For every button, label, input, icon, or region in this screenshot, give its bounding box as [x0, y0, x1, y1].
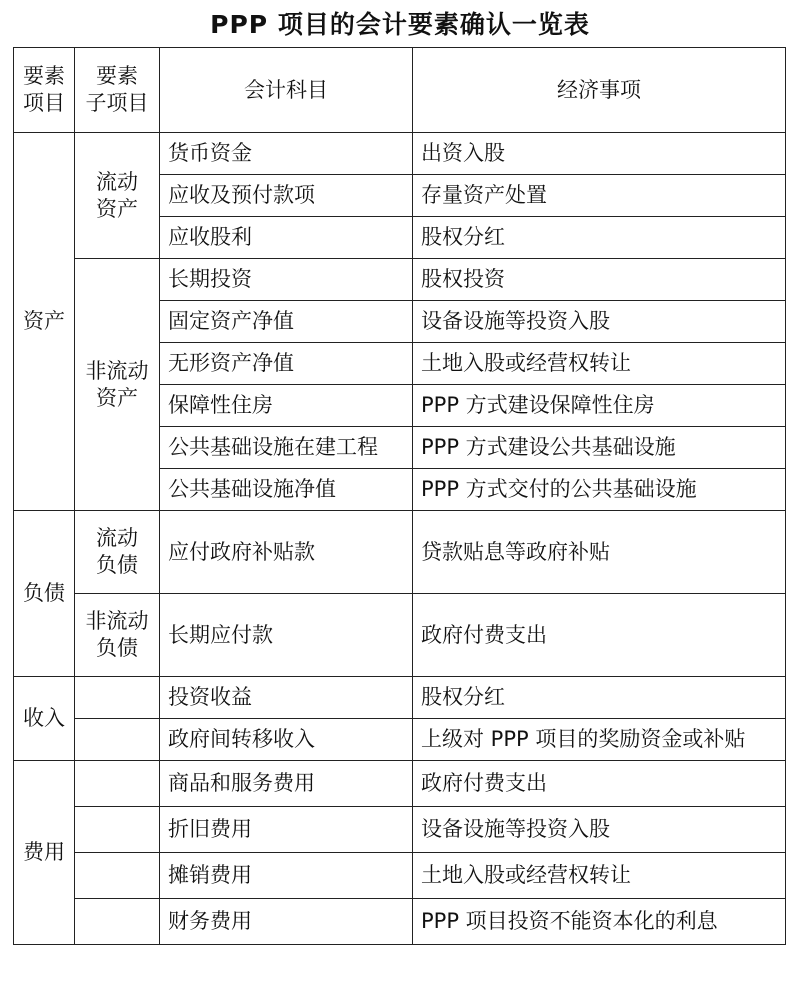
matter-cell: 设备设施等投资入股 [413, 807, 786, 853]
matter-cell: PPP 方式交付的公共基础设施 [413, 469, 786, 511]
empty-subgroup-cell [75, 761, 160, 807]
group-liabilities: 负债 [14, 511, 75, 677]
account-cell: 公共基础设施在建工程 [160, 427, 413, 469]
table-row [14, 719, 786, 761]
account-cell: 摊销费用 [160, 853, 413, 899]
subgroup-current-assets-line2: 资产 [96, 196, 138, 221]
group-income: 收入 [14, 677, 75, 761]
subgroup-noncurrent-liabilities-line1: 非流动 [85, 609, 149, 633]
empty-subgroup-cell [75, 719, 160, 761]
table-row [14, 853, 786, 899]
account-cell: 应收及预付款项 [160, 175, 413, 217]
account-cell: 财务费用 [160, 899, 413, 945]
matter-cell: PPP 方式建设公共基础设施 [413, 427, 786, 469]
account-cell: 商品和服务费用 [160, 761, 413, 807]
subgroup-noncurrent-assets-line2: 资产 [96, 385, 138, 410]
matter-cell: 股权投资 [413, 259, 786, 301]
subgroup-noncurrent-liabilities-line2: 负债 [96, 636, 138, 660]
group-expenses: 费用 [14, 761, 75, 945]
table-header-row [14, 48, 786, 133]
table-row [14, 677, 786, 719]
subgroup-noncurrent-assets-line1: 非流动 [85, 358, 149, 383]
account-cell: 保障性住房 [160, 385, 413, 427]
empty-subgroup-cell [75, 807, 160, 853]
subgroup-noncurrent-liabilities [75, 594, 160, 677]
table-row [14, 807, 786, 853]
empty-subgroup-cell [75, 899, 160, 945]
account-cell: 政府间转移收入 [160, 719, 413, 761]
matter-cell: PPP 方式建设保障性住房 [413, 385, 786, 427]
subgroup-current-liabilities [75, 511, 160, 594]
subgroup-current-liabilities-line1: 流动 [96, 526, 138, 550]
subgroup-current-liabilities-line2: 负债 [96, 553, 138, 577]
header-element-item-line1: 要素 [23, 64, 65, 88]
account-cell: 无形资产净值 [160, 343, 413, 385]
matter-cell: 设备设施等投资入股 [413, 301, 786, 343]
table-row [14, 511, 786, 594]
header-account: 会计科目 [160, 48, 413, 133]
empty-subgroup-cell [75, 677, 160, 719]
table-row [14, 594, 786, 677]
table-row [14, 259, 786, 301]
account-cell: 应收股利 [160, 217, 413, 259]
matter-cell: 上级对 PPP 项目的奖励资金或补贴 [413, 719, 786, 761]
subgroup-current-assets [75, 133, 160, 259]
matter-cell: PPP 项目投资不能资本化的利息 [413, 899, 786, 945]
account-cell: 公共基础设施净值 [160, 469, 413, 511]
account-cell: 长期应付款 [160, 594, 413, 677]
header-element-subitem-line1: 要素 [96, 64, 138, 88]
matter-cell: 股权分红 [413, 677, 786, 719]
header-element-item-line2: 项目 [23, 91, 65, 115]
table-row [14, 133, 786, 175]
account-cell: 折旧费用 [160, 807, 413, 853]
matter-cell: 存量资产处置 [413, 175, 786, 217]
table-row [14, 761, 786, 807]
matter-cell: 土地入股或经营权转让 [413, 343, 786, 385]
subgroup-noncurrent-assets [75, 259, 160, 511]
account-cell: 固定资产净值 [160, 301, 413, 343]
header-element-subitem-line2: 子项目 [85, 91, 149, 115]
header-element-subitem [75, 48, 160, 133]
header-economic-matter: 经济事项 [413, 48, 786, 133]
account-cell: 投资收益 [160, 677, 413, 719]
matter-cell: 股权分红 [413, 217, 786, 259]
account-cell: 长期投资 [160, 259, 413, 301]
page-title: PPP 项目的会计要素确认一览表 [210, 10, 590, 39]
table-row [14, 899, 786, 945]
account-cell: 应付政府补贴款 [160, 511, 413, 594]
matter-cell: 政府付费支出 [413, 594, 786, 677]
matter-cell: 贷款贴息等政府补贴 [413, 511, 786, 594]
empty-subgroup-cell [75, 853, 160, 899]
matter-cell: 出资入股 [413, 133, 786, 175]
subgroup-current-assets-line1: 流动 [96, 169, 138, 194]
accounting-elements-table [13, 47, 786, 945]
header-element-item [14, 48, 75, 133]
matter-cell: 土地入股或经营权转让 [413, 853, 786, 899]
matter-cell: 政府付费支出 [413, 761, 786, 807]
group-assets: 资产 [14, 133, 75, 511]
account-cell: 货币资金 [160, 133, 413, 175]
